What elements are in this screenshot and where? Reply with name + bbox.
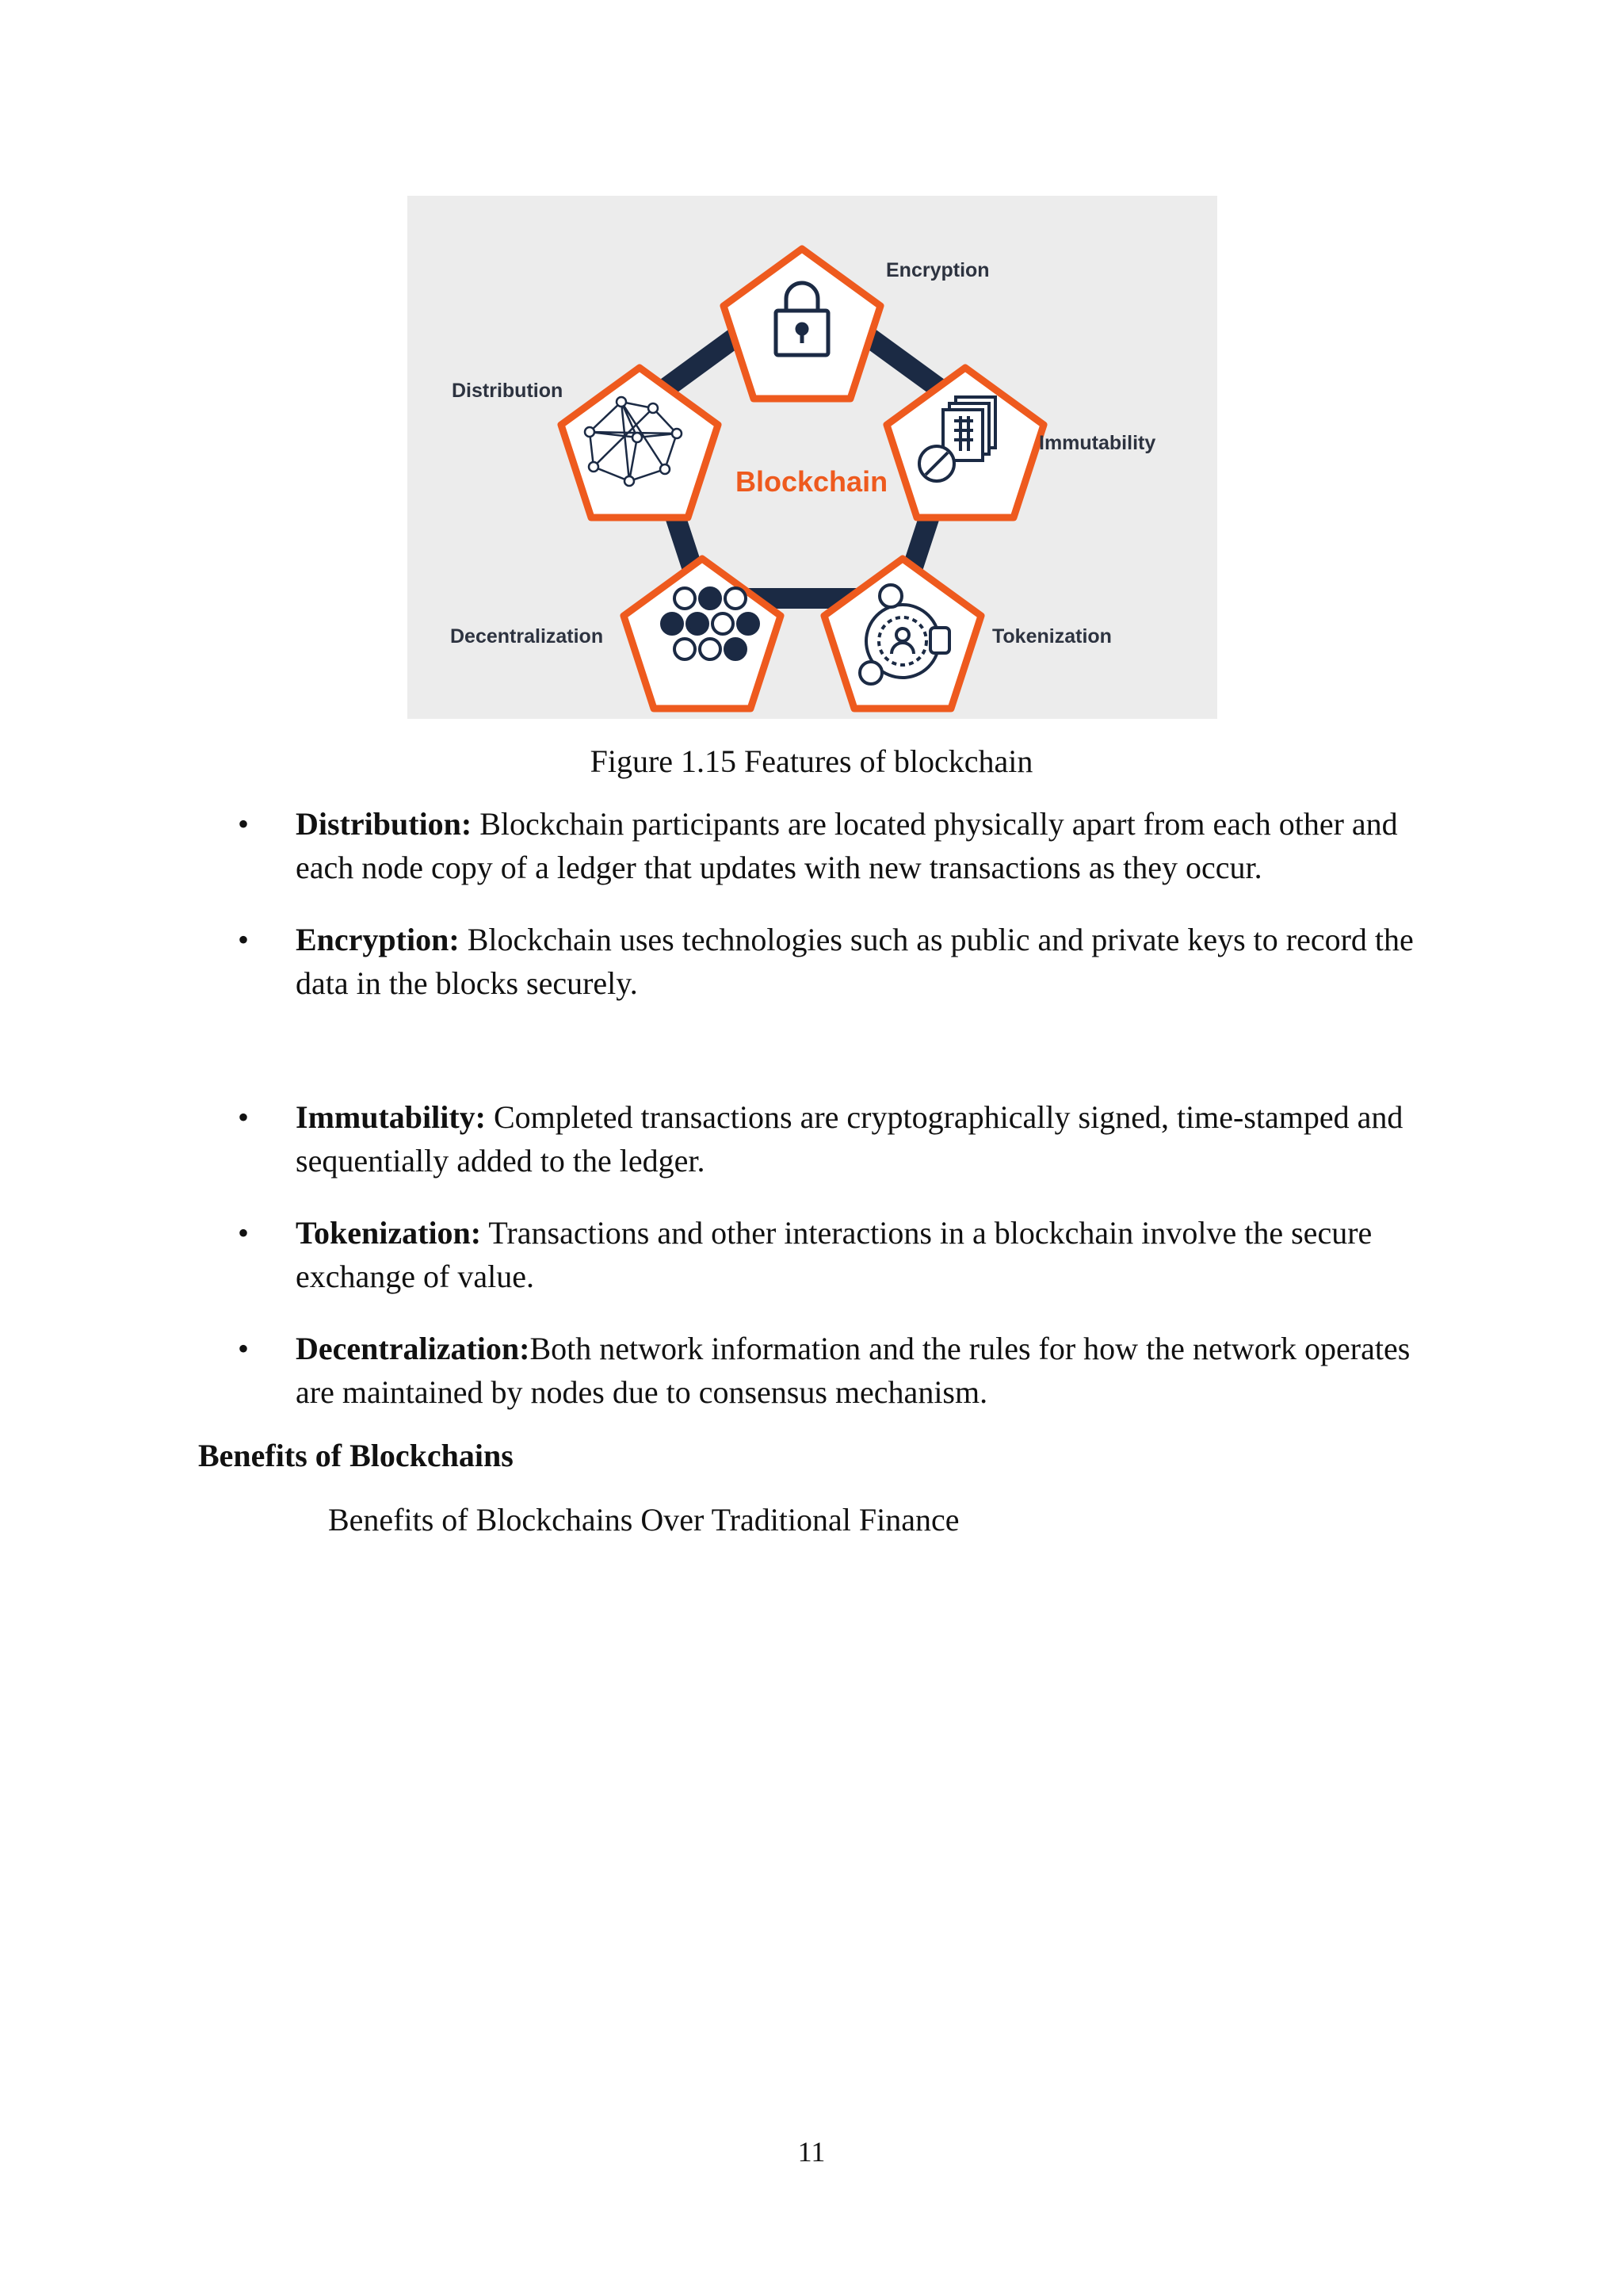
tokenization-label: Tokenization xyxy=(992,625,1112,648)
encryption-node xyxy=(724,249,880,399)
bullet-text: Transactions and other interactions in a blockchain involve the secure exchange of value. xyxy=(296,1215,1373,1294)
bullet-marker: • xyxy=(238,1331,250,1366)
decentralization-node xyxy=(624,559,781,709)
bullet-term: Tokenization: xyxy=(296,1215,482,1251)
bullet-term: Encryption: xyxy=(296,922,460,957)
encryption-label: Encryption xyxy=(886,259,990,281)
bullet-encryption xyxy=(238,918,1442,1005)
figure-caption: Figure 1.15 Features of blockchain xyxy=(590,743,1033,779)
features-bullet-list xyxy=(238,802,1442,1414)
tokenization-node xyxy=(824,559,981,709)
bullet-tokenization xyxy=(238,1211,1442,1298)
bullet-term: Immutability: xyxy=(296,1099,486,1135)
immutability-label: Immutability xyxy=(1039,432,1156,454)
bullet-text: Blockchain participants are located physically apart from each other and each node copy of a ledger that updates with new transactions as they occur. xyxy=(296,806,1398,885)
bullet-marker: • xyxy=(238,806,250,842)
bullet-distribution xyxy=(238,802,1442,889)
distribution-label: Distribution xyxy=(452,380,563,402)
page-number: 11 xyxy=(797,2136,826,2168)
decentralization-label: Decentralization xyxy=(450,625,604,648)
bullet-decentralization xyxy=(238,1327,1442,1414)
immutability-node xyxy=(887,368,1044,518)
bullet-marker: • xyxy=(238,1099,250,1135)
bullet-term: Decentralization: xyxy=(296,1331,530,1366)
bullet-text: Completed transactions are cryptographically signed, time-stamped and sequentially added to the ledger. xyxy=(296,1099,1403,1179)
distribution-node xyxy=(561,368,718,518)
bullet-term: Distribution: xyxy=(296,806,472,842)
bullet-marker: • xyxy=(238,1215,250,1251)
blockchain-center-label: Blockchain xyxy=(735,465,888,498)
bullet-marker: • xyxy=(238,922,250,957)
section-subline: Benefits of Blockchains Over Traditional Finance xyxy=(328,1502,960,1538)
bullet-immutability xyxy=(238,1095,1442,1182)
section-heading: Benefits of Blockchains xyxy=(198,1438,514,1473)
bullet-text: Both network information and the rules for how the network operates are maintained by nodes due to consensus mechanism. xyxy=(296,1331,1411,1410)
blockchain-features-figure xyxy=(407,196,1217,719)
bullet-text: Blockchain uses technologies such as public and private keys to record the data in the blocks securely. xyxy=(296,922,1414,1001)
